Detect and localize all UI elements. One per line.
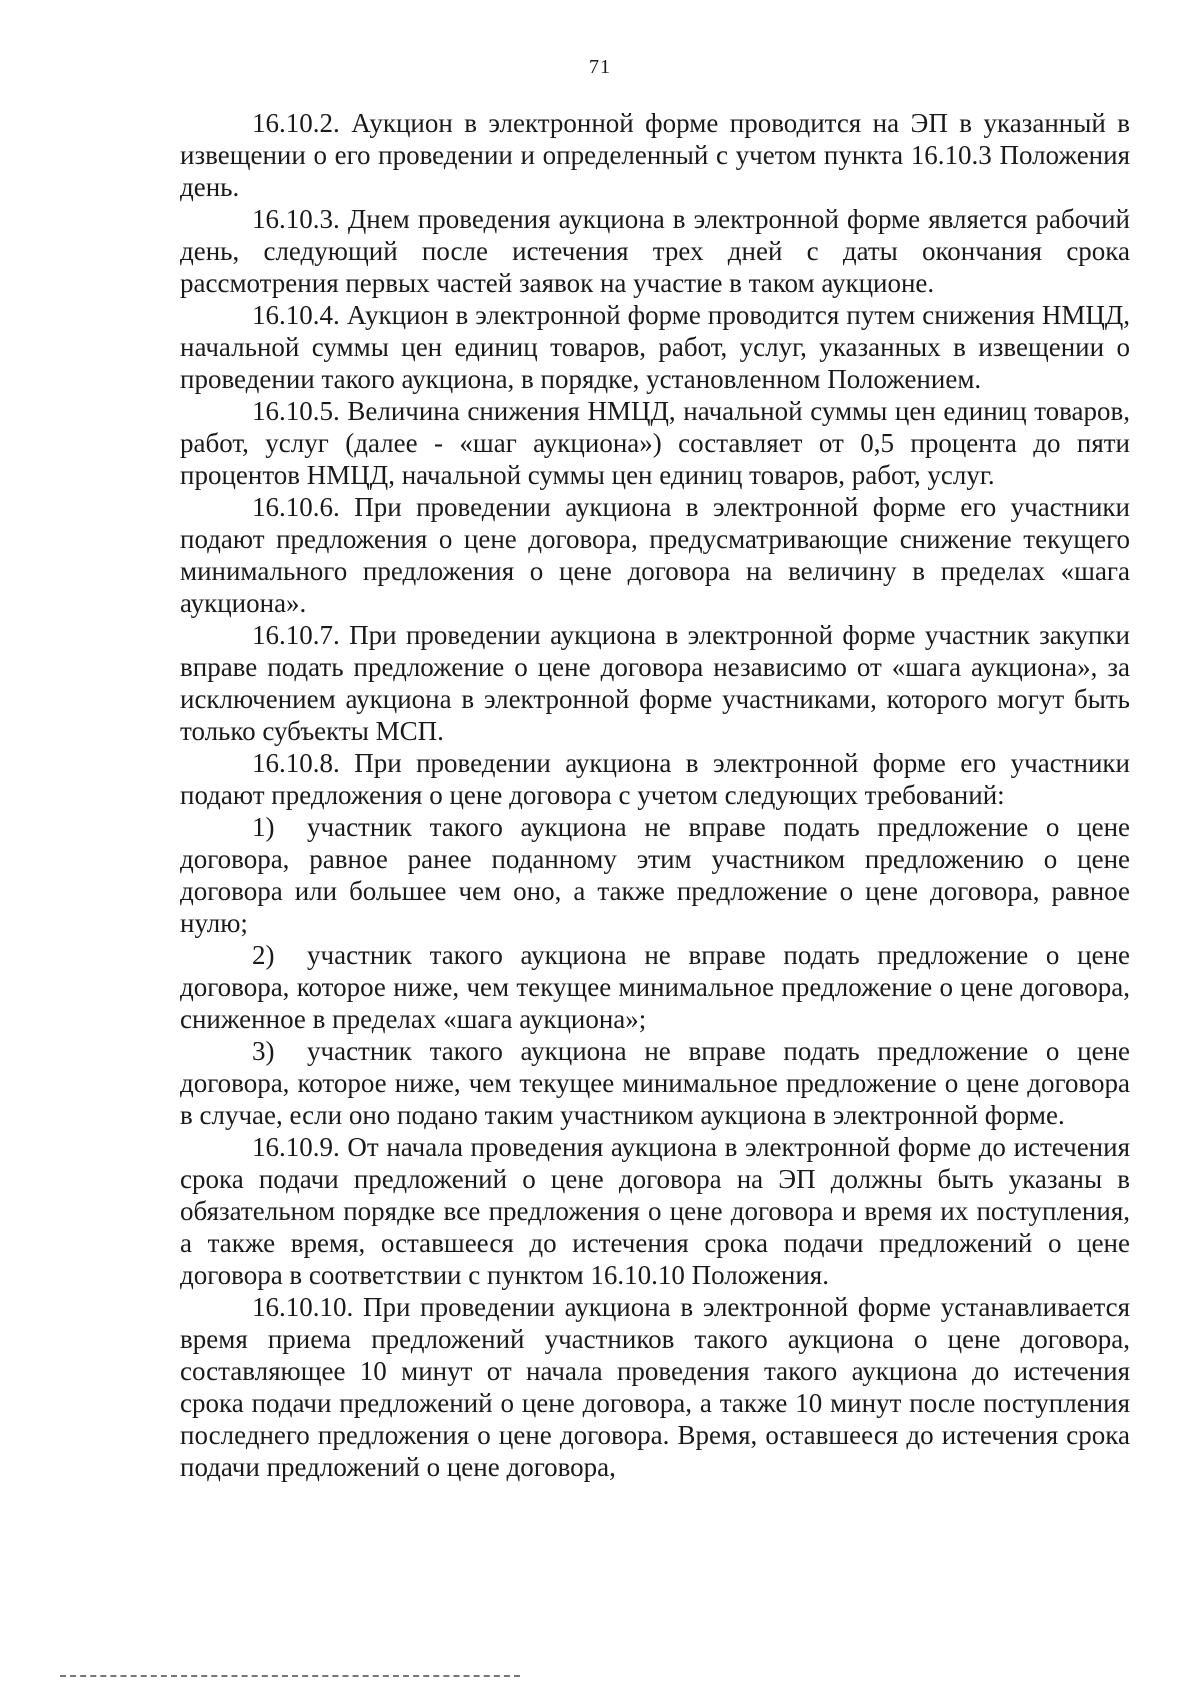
- list-item-2: [180, 939, 1130, 1035]
- paragraph-16-10-7: 16.10.7. При проведении аукциона в электронной форме участник закупки вправе подать предложение о цене договора независимо от «шага аукциона», за исключением аукциона в электронной форме участниками, которого могут быть только субъекты МСП.: [180, 620, 1130, 746]
- list-item-text: участник такого аукциона не вправе подать предложение о цене договора, которое ниже, чем текущее минимальное предложение о цене договора, сниженное в пределах «шага аукциона»;: [180, 940, 1130, 1034]
- paragraph-16-10-2: 16.10.2. Аукцион в электронной форме проводится на ЭП в указанный в извещении о его проведении и определенный с учетом пункта 16.10.3 Положения день.: [180, 108, 1130, 202]
- list-item-number: 2): [252, 940, 275, 970]
- document-body: [180, 107, 1130, 1483]
- page-number: 71: [589, 56, 611, 78]
- paragraph-16-10-3: 16.10.3. Днем проведения аукциона в электронной форме является рабочий день, следующий после истечения трех дней с даты окончания срока рассмотрения первых частей заявок на участие в таком аукционе.: [180, 204, 1130, 298]
- list-item-text: участник такого аукциона не вправе подать предложение о цене договора, равное ранее поданному этим участником предложению о цене договора или большее чем оно, а также предложение о цене договора, равное нулю;: [180, 812, 1130, 938]
- list-item-1: [180, 811, 1130, 939]
- list-item-number: 1): [252, 812, 275, 842]
- list-item-3: [180, 1035, 1130, 1131]
- list-item-number: 3): [252, 1036, 275, 1066]
- paragraph-16-10-6: 16.10.6. При проведении аукциона в электронной форме его участники подают предложения о цене договора, предусматривающие снижение текущего минимального предложения о цене договора на величину в пределах «шага аукциона».: [180, 492, 1130, 618]
- footer-divider: [60, 1675, 520, 1677]
- paragraph-16-10-4: 16.10.4. Аукцион в электронной форме проводится путем снижения НМЦД, начальной суммы цен единиц товаров, работ, услуг, указанных в извещении о проведении такого аукциона, в порядке, установленном Положением.: [180, 300, 1130, 394]
- paragraph-16-10-5: 16.10.5. Величина снижения НМЦД, начальной суммы цен единиц товаров, работ, услуг (далее - «шаг аукциона») составляет от 0,5 процента до пяти процентов НМЦД, начальной суммы цен единиц товаров, работ, услуг.: [180, 396, 1130, 490]
- paragraph-16-10-9: 16.10.9. От начала проведения аукциона в электронной форме до истечения срока подачи предложений о цене договора на ЭП должны быть указаны в обязательном порядке все предложения о цене договора и время их поступления, а также время, оставшееся до истечения срока подачи предложений о цене договора в соответствии с пунктом 16.10.10 Положения.: [180, 1132, 1130, 1290]
- paragraph-16-10-8: 16.10.8. При проведении аукциона в электронной форме его участники подают предложения о цене договора с учетом следующих требований:: [180, 748, 1130, 810]
- list-item-text: участник такого аукциона не вправе подать предложение о цене договора, которое ниже, чем текущее минимальное предложение о цене договора в случае, если оно подано таким участником аукциона в электронной форме.: [180, 1036, 1130, 1130]
- paragraph-16-10-10: 16.10.10. При проведении аукциона в электронной форме устанавливается время приема предложений участников такого аукциона о цене договора, составляющее 10 минут от начала проведения такого аукциона до истечения срока подачи предложений о цене договора, а также 10 минут после поступления последнего предложения о цене договора. Время, оставшееся до истечения срока подачи предложений о цене договора,: [180, 1292, 1130, 1482]
